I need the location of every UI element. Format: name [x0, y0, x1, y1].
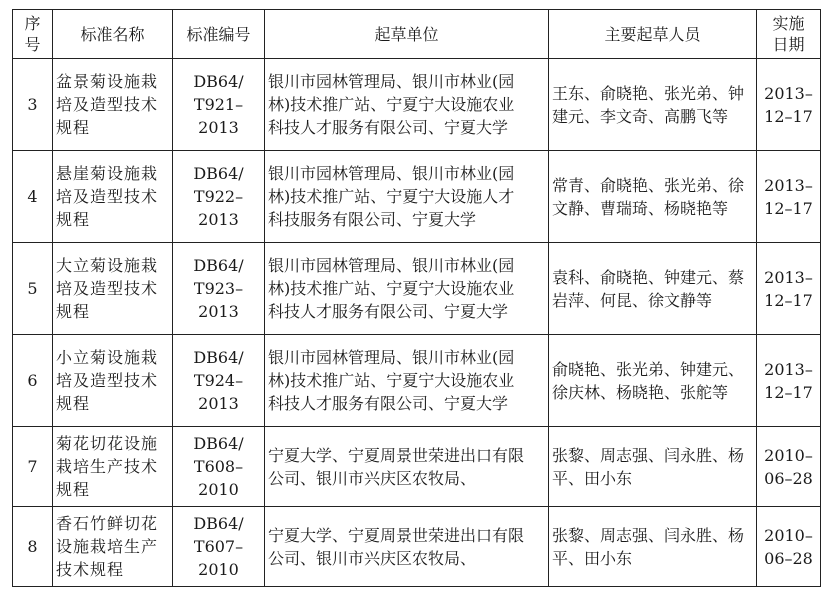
table-row [13, 59, 821, 151]
header-date: 实施 日期 [757, 10, 821, 59]
cell-people: 常青、俞晓艳、张光弟、徐 文静、曹瑞琦、杨晓艳等 [549, 151, 757, 243]
table-header-row [13, 10, 821, 59]
cell-no: 3 [13, 59, 53, 151]
cell-people: 袁科、俞晓艳、钟建元、蔡 岩萍、何昆、徐文静等 [549, 243, 757, 335]
cell-date: 2013– 12–17 [757, 243, 821, 335]
header-org: 起草单位 [265, 10, 549, 59]
header-name: 标准名称 [53, 10, 173, 59]
cell-date: 2013– 12–17 [757, 151, 821, 243]
cell-code: DB64/ T921–2013 [173, 59, 265, 151]
cell-name: 盆景菊设施栽 培及造型技术 规程 [53, 59, 173, 151]
cell-no: 6 [13, 335, 53, 427]
cell-code: DB64/ T607–2010 [173, 507, 265, 587]
cell-name: 大立菊设施栽 培及造型技术 规程 [53, 243, 173, 335]
cell-code: DB64/ T608–2010 [173, 427, 265, 507]
cell-name: 香石竹鲜切花 设施栽培生产 技术规程 [53, 507, 173, 587]
cell-people: 张黎、周志强、闫永胜、杨 平、田小东 [549, 507, 757, 587]
table-row [13, 243, 821, 335]
cell-no: 8 [13, 507, 53, 587]
cell-code: DB64/ T924–2013 [173, 335, 265, 427]
table-row [13, 151, 821, 243]
header-code: 标准编号 [173, 10, 265, 59]
cell-date: 2013– 12–17 [757, 335, 821, 427]
cell-no: 7 [13, 427, 53, 507]
cell-people: 张黎、周志强、闫永胜、杨 平、田小东 [549, 427, 757, 507]
cell-name: 菊花切花设施 栽培生产技术 规程 [53, 427, 173, 507]
cell-people: 俞晓艳、张光弟、钟建元、 徐庆林、杨晓艳、张舵等 [549, 335, 757, 427]
table-row [13, 335, 821, 427]
header-no: 序 号 [13, 10, 53, 59]
standards-table [12, 9, 821, 587]
cell-people: 王东、俞晓艳、张光弟、钟 建元、李文奇、高鹏飞等 [549, 59, 757, 151]
cell-org: 银川市园林管理局、银川市林业(园 林)技术推广站、宁夏宁大设施农业 科技人才服务有限公司、宁夏大学 [265, 59, 549, 151]
cell-org: 银川市园林管理局、银川市林业(园 林)技术推广站、宁夏宁大设施农业 科技人才服务有限公司、宁夏大学 [265, 335, 549, 427]
cell-code: DB64/ T923–2013 [173, 243, 265, 335]
cell-code: DB64/ T922–2013 [173, 151, 265, 243]
header-people: 主要起草人员 [549, 10, 757, 59]
cell-name: 悬崖菊设施栽 培及造型技术 规程 [53, 151, 173, 243]
cell-org: 银川市园林管理局、银川市林业(园 林)技术推广站、宁夏宁大设施农业 科技人才服务有限公司、宁夏大学 [265, 243, 549, 335]
cell-date: 2010– 06–28 [757, 507, 821, 587]
cell-date: 2013– 12–17 [757, 59, 821, 151]
cell-name: 小立菊设施栽 培及造型技术 规程 [53, 335, 173, 427]
table-row [13, 427, 821, 507]
cell-date: 2010– 06–28 [757, 427, 821, 507]
cell-org: 宁夏大学、宁夏周景世荣进出口有限 公司、银川市兴庆区农牧局、 [265, 427, 549, 507]
table-row [13, 507, 821, 587]
cell-no: 5 [13, 243, 53, 335]
cell-org: 银川市园林管理局、银川市林业(园 林)技术推广站、宁夏宁大设施人才 科技服务有限公司、宁夏大学 [265, 151, 549, 243]
cell-org: 宁夏大学、宁夏周景世荣进出口有限 公司、银川市兴庆区农牧局、 [265, 507, 549, 587]
cell-no: 4 [13, 151, 53, 243]
